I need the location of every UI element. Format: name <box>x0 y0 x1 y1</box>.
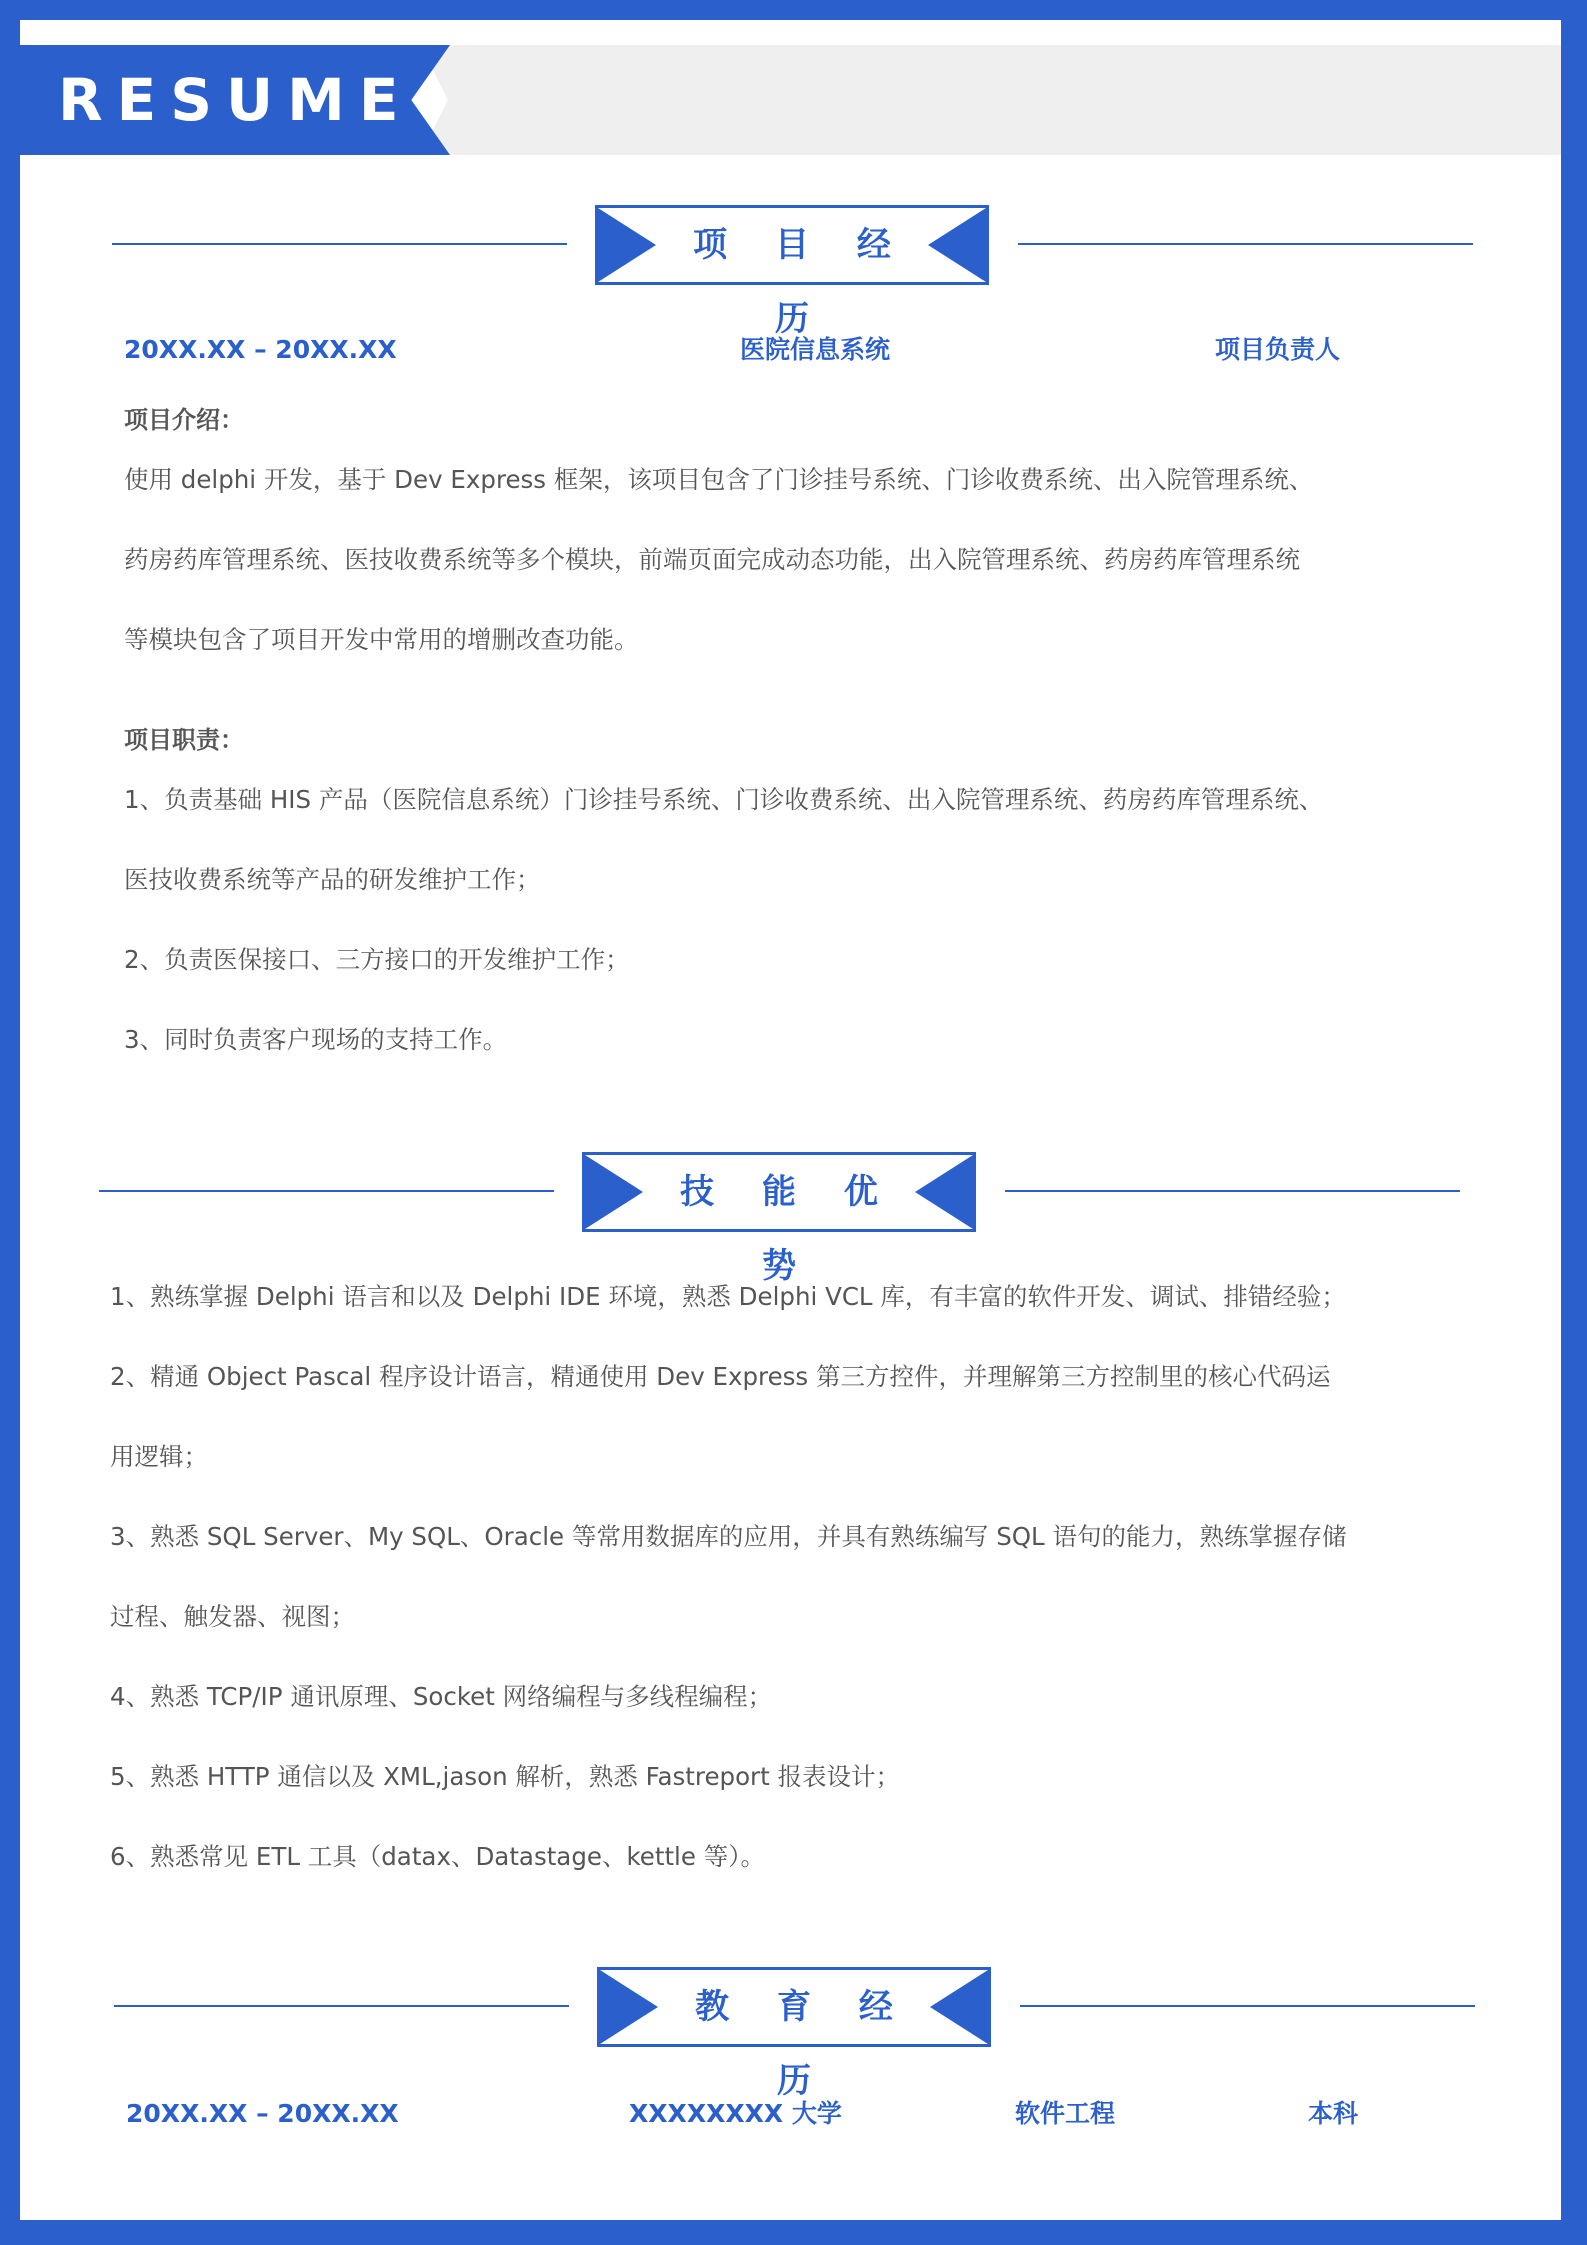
education-major: 软件工程 <box>1015 2099 1116 2128</box>
heading-box <box>582 1152 976 1286</box>
project-duty-line: 医技收费系统等产品的研发维护工作； <box>124 865 541 894</box>
skill-line: 3、熟悉 SQL Server、My SQL、Oracle 等常用数据库的应用，并具有熟练编写 SQL 语句的能力，熟练掌握存储 <box>110 1522 1347 1551</box>
triangle-left-icon <box>915 1155 973 1229</box>
skill-line: 1、熟练掌握 Delphi 语言和以及 Delphi IDE 环境，熟悉 Delphi VCL 库，有丰富的软件开发、调试、排错经验； <box>110 1282 1346 1311</box>
project-duty-line: 3、同时负责客户现场的支持工作。 <box>124 1025 508 1054</box>
section-heading-project <box>112 205 1494 339</box>
section-heading-skills <box>99 1152 1481 1286</box>
skill-line: 4、熟悉 TCP/IP 通讯原理、Socket 网络编程与多线程编程； <box>110 1682 773 1711</box>
project-duty-line: 1、负责基础 HIS 产品（医院信息系统）门诊挂号系统、门诊收费系统、出入院管理系统、药房药库管理系统、 <box>124 785 1324 814</box>
triangle-right-icon <box>585 1155 643 1229</box>
section-title: 教 育 经 历 <box>695 1987 911 2101</box>
skill-line: 过程、触发器、视图； <box>110 1602 355 1631</box>
project-intro-line: 等模块包含了项目开发中常用的增删改查功能。 <box>124 625 639 654</box>
education-date: 20XX.XX – 20XX.XX <box>126 2099 399 2128</box>
project-duty-label: 项目职责： <box>124 726 244 754</box>
project-intro-line: 使用 delphi 开发，基于 Dev Express 框架，该项目包含了门诊挂号系统、门诊收费系统、出入院管理系统、 <box>124 465 1314 494</box>
project-date: 20XX.XX – 20XX.XX <box>124 335 397 364</box>
skill-line: 5、熟悉 HTTP 通信以及 XML,jason 解析，熟悉 Fastreport 报表设计； <box>110 1762 901 1791</box>
project-role: 项目负责人 <box>1215 335 1341 364</box>
skill-line: 6、熟悉常见 ETL 工具（datax、Datastage、kettle 等）。 <box>110 1842 765 1871</box>
header-gray-band <box>420 45 1561 155</box>
project-intro-label: 项目介绍： <box>124 406 244 434</box>
triangle-right-icon <box>598 208 656 282</box>
heading-box <box>597 1967 991 2101</box>
resume-title: RESUME <box>58 66 413 134</box>
resume-page <box>20 20 1561 2220</box>
section-title: 项 目 经 历 <box>693 225 909 339</box>
triangle-right-icon <box>600 1970 658 2044</box>
education-school: XXXXXXXX 大学 <box>629 2099 842 2128</box>
skill-line: 用逻辑； <box>110 1442 208 1471</box>
section-heading-education <box>114 1967 1496 2101</box>
triangle-left-icon <box>930 1970 988 2044</box>
project-duty-line: 2、负责医保接口、三方接口的开发维护工作； <box>124 945 630 974</box>
heading-rule-right <box>1020 2005 1475 2007</box>
education-degree: 本科 <box>1308 2099 1359 2128</box>
project-name: 医院信息系统 <box>740 335 891 364</box>
heading-rule-right <box>1005 1190 1460 1192</box>
project-intro-line: 药房药库管理系统、医技收费系统等多个模块，前端页面完成动态功能，出入院管理系统、药房药库管理系统 <box>124 545 1300 574</box>
heading-rule-left <box>99 1190 554 1192</box>
heading-box <box>595 205 989 339</box>
section-title: 技 能 优 势 <box>680 1172 896 1286</box>
heading-rule-left <box>114 2005 569 2007</box>
heading-rule-left <box>112 243 567 245</box>
skill-line: 2、精通 Object Pascal 程序设计语言，精通使用 Dev Express 第三方控件，并理解第三方控制里的核心代码运 <box>110 1362 1331 1391</box>
triangle-left-icon <box>928 208 986 282</box>
heading-rule-right <box>1018 243 1473 245</box>
